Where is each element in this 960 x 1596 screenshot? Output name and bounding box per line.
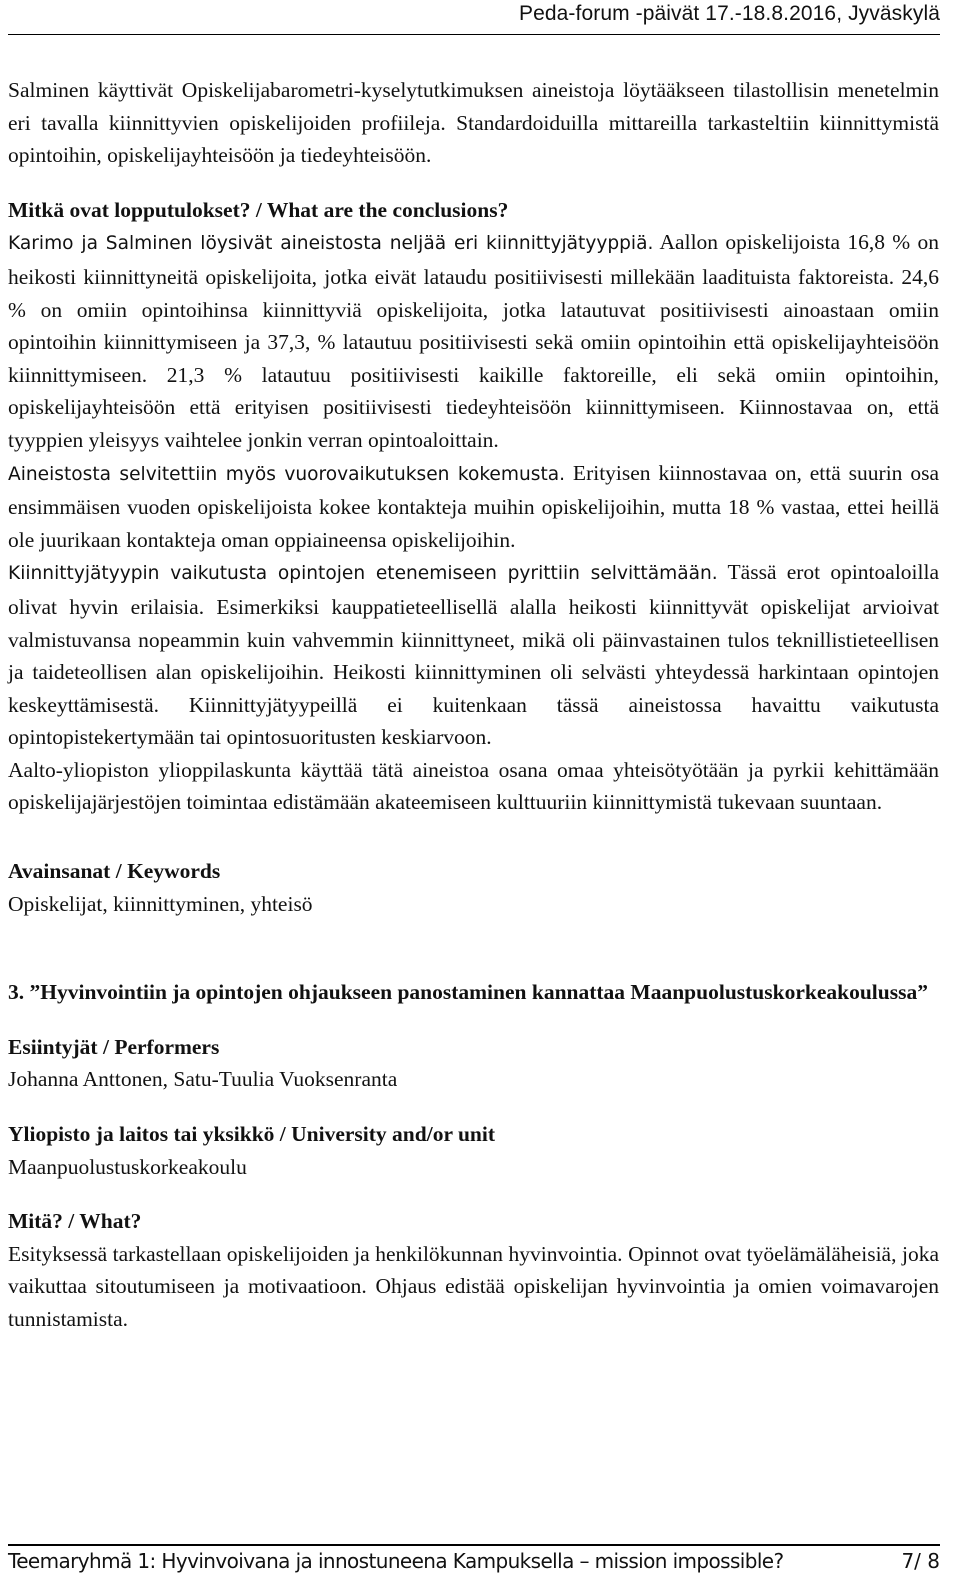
conclusions-paragraph-4: Aalto-yliopiston ylioppilaskunta käyttää tätä aineistoa osana omaa yhteisötyötään ja pyrkii kehittämään opiskelijajärjestöjen toimintaa edistämään akateemiseen kulttuuriin kiinnittymistä tukevaan suuntaan. [8, 757, 939, 815]
page-header: Peda-forum -päivät 17.-18.8.2016, Jyväskylä [518, 2, 940, 25]
page-footer [8, 1549, 940, 1573]
footer-theme: Teemaryhmä 1: Hyvinvoivana ja innostuneena Kampuksella – mission impossible? [8, 1549, 784, 1573]
header-divider [8, 34, 940, 35]
conclusions-paragraph-2-text: Erityisen kiinnostavaa on, että suurin osa ensimmäisen vuoden opiskelijoista kokee kontakteja muihin opiskelijoihin, mutta 18 % vastaa, ettei heillä ole juurikaan kontakteja oman oppiaineensa opiskelijoihin. [8, 460, 939, 552]
keywords-heading: Avainsanat / Keywords [8, 859, 221, 884]
conclusions-paragraph-3 [8, 556, 939, 754]
conclusions-paragraph-3-text: Tässä erot opintoaloilla olivat hyvin erilaisia. Esimerkiksi kauppatieteellisellä alalla heikosti kiinnittyvät opiskelijat arvioivat valmistuvansa nopeammin kuin vahvemmin kiinnittyneet, mikä oli päinvastainen tulos teknillistieteellisen ja taideteollisen alan opiskelijoihin. Heikosti kiinnittyminen oli selvästi yhteydessä harkintaan opintojen keskeyttämisestä. Kiinnittyjätyypeillä ei kuitenkaan tässä aineistossa havaittu vaikutusta opintopistekertymään tai opintosuoritusten keskiarvoon. [8, 560, 939, 750]
performers-text: Johanna Anttonen, Satu-Tuulia Vuoksenranta [8, 1067, 398, 1092]
what-heading: Mitä? / What? [8, 1209, 142, 1234]
conclusions-paragraph-2 [8, 457, 939, 557]
conclusions-paragraph-1-text: Aallon opiskelijoista 16,8 % on heikosti kiinnittyneitä opiskelijoita, jotka eivät lataudu positiivisesti millekään laadituista faktoreista. 24,6 % on omiin opintoihinsa kiinnittyviä opiskelijoita, jotka latautuvat positiivisesti ainoastaan omiin opintoihin kiinnittymiseen ja 37,3, % latautuu positiivisesti sekä omiin opintoihin että opiskelijayhteisöön kiinnittymiseen. 21,3 % latautuu positiivisesti kaikille faktoreille, eli sekä omiin opintoihin, opiskelijayhteisöön että erityisen positiivisesti tiedeyhteisöön kiinnittymiseen. Kiinnostavaa on, että tyyppien yleisyys vaihtelee jonkin verran opintoaloittain. [8, 230, 939, 452]
what-text: Esityksessä tarkastellaan opiskelijoiden ja henkilökunnan hyvinvointia. Opinnot ovat työelämäläheisiä, joka vaikuttaa sitoutumiseen ja motivaatioon. Ohjaus edistää opiskelijan hyvinvointia ja omien voimavarojen tunnistamista. [8, 1241, 939, 1331]
conclusions-paragraph-2-lead: Aineistosta selvitettiin myös vuorovaikutuksen kokemusta. [8, 463, 566, 485]
unit-heading: Yliopisto ja laitos tai yksikkö / University and/or unit [8, 1122, 496, 1147]
footer-divider [8, 1544, 940, 1546]
unit-text: Maanpuolustuskorkeakoulu [8, 1154, 247, 1179]
page-number: 7/ 8 [901, 1549, 940, 1573]
conclusions-paragraph-1 [8, 226, 939, 456]
conclusions-paragraph-3-lead: Kiinnittyjätyypin vaikutusta opintojen etenemiseen pyrittiin selvittämään. [8, 563, 718, 585]
performers-heading: Esiintyjät / Performers [8, 1034, 220, 1059]
intro-paragraph: Salminen käyttivät Opiskelijabarometri-kyselytutkimuksen aineistoja löytääkseen tilastollisin menetelmin eri tavalla kiinnittyvien opiskelijoiden profiileja. Standardoiduilla mittareilla tarkasteltiin kiinnittymistä opintoihin, opiskelijayhteisöön ja tiedeyhteisöön. [8, 78, 939, 168]
conclusions-heading: Mitkä ovat lopputulokset? / What are the conclusions? [8, 197, 509, 222]
conclusions-paragraph-1-lead: Karimo ja Salminen löysivät aineistosta neljää eri kiinnittyjätyyppiä. [8, 233, 654, 255]
section-3-title: 3. ”Hyvinvointiin ja opintojen ohjaukseen panostaminen kannattaa Maanpuolustuskorkeakoulussa” [8, 980, 928, 1005]
document-body [8, 74, 939, 1336]
keywords-text: Opiskelijat, kiinnittyminen, yhteisö [8, 891, 313, 916]
